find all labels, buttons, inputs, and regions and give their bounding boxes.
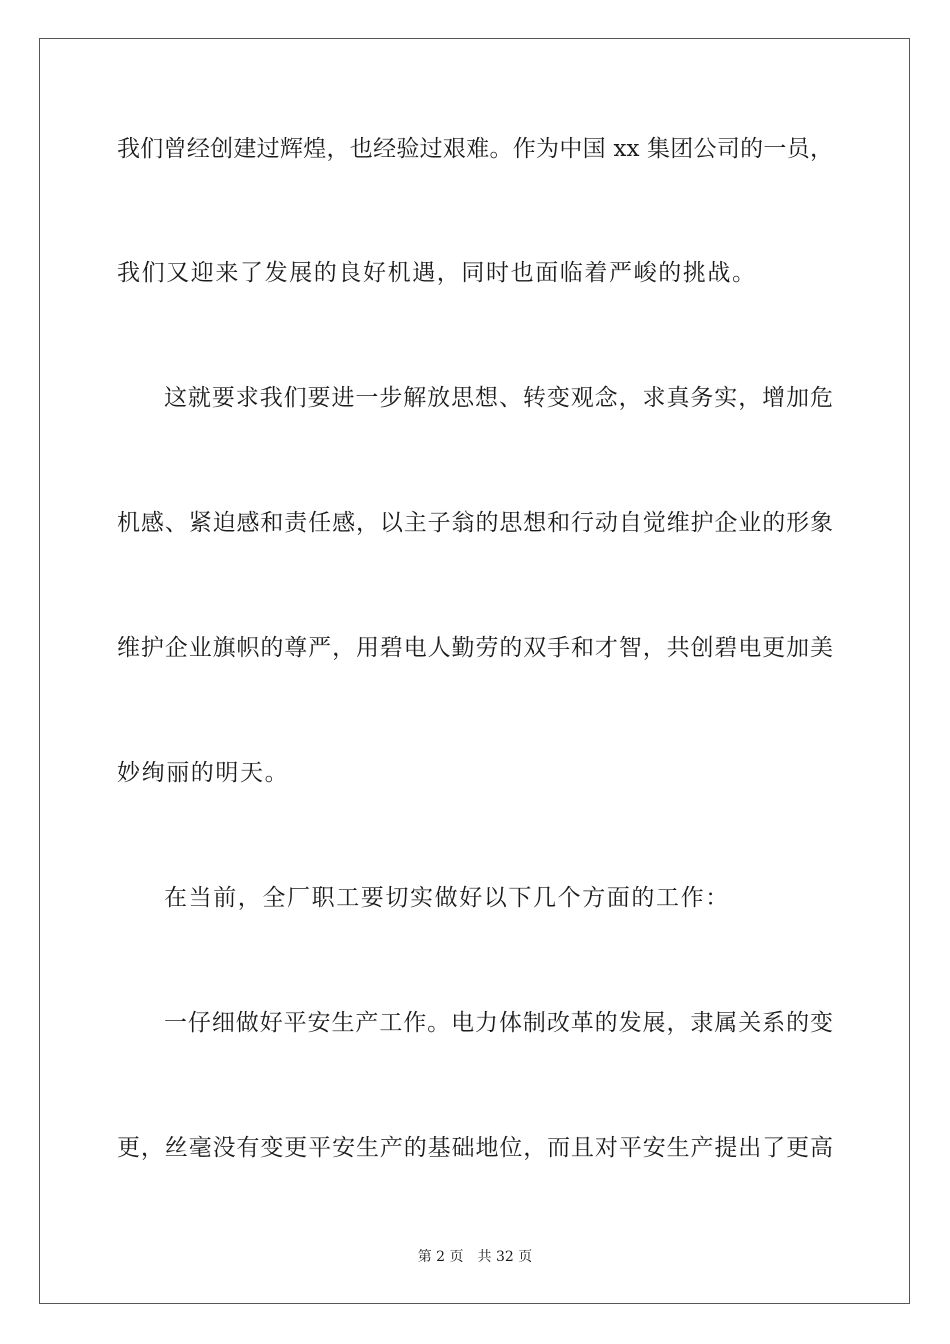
page-number: 第 2 页 xyxy=(417,1249,464,1265)
page-footer xyxy=(0,1247,950,1267)
text-line-3: 这就要求我们要进一步解放思想、转变观念，求真务实，增加危 xyxy=(164,385,833,411)
text-line-1: 我们曾经创建过辉煌，也经验过艰难。作为中国 xx 集团公司的一员， xyxy=(117,136,833,162)
text-line-7: 在当前，全厂职工要切实做好以下几个方面的工作： xyxy=(164,885,730,911)
text-line-4: 机感、紧迫感和责任感，以主子翁的思想和行动自觉维护企业的形象 xyxy=(117,510,833,536)
text-line-9: 更，丝毫没有变更平安生产的基础地位，而且对平安生产提出了更高 xyxy=(117,1135,833,1161)
text-line-6: 妙绚丽的明天。 xyxy=(117,760,290,786)
text-line-8: 一仔细做好平安生产工作。电力体制改革的发展，隶属关系的变 xyxy=(164,1010,833,1036)
text-line-2: 我们又迎来了发展的良好机遇，同时也面临着严峻的挑战。 xyxy=(117,260,757,286)
page-total: 共 32 页 xyxy=(477,1249,533,1265)
page-border xyxy=(39,38,910,1304)
text-line-5: 维护企业旗帜的尊严，用碧电人勤劳的双手和才智，共创碧电更加美 xyxy=(117,635,833,661)
